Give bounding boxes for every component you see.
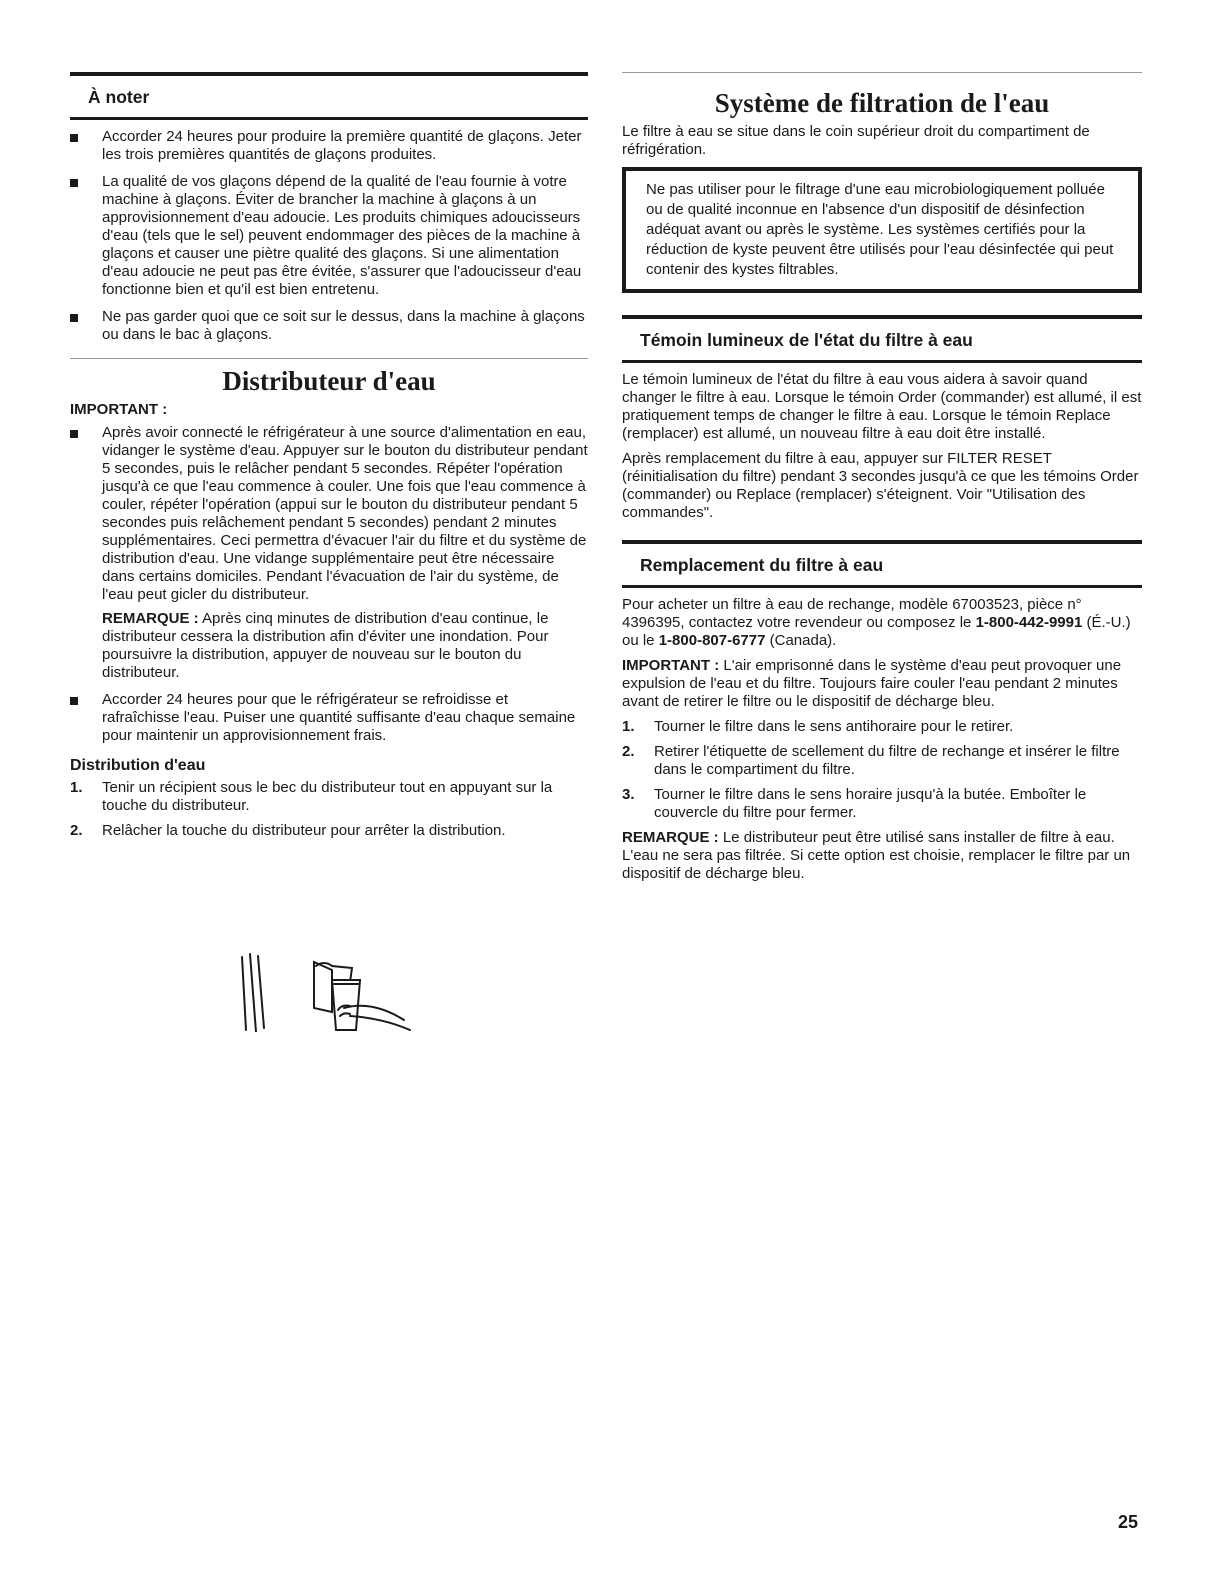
important-paragraph: IMPORTANT : L'air emprisonné dans le système d'eau peut provoquer une expulsion de l'eau et du filtre. Toujours faire couler l'eau pendant 2 minutes avant de retirer le filtre ou le dispositif de décharge bleu. — [622, 657, 1122, 710]
step-item: 1. Tourner le filtre dans le sens antihoraire pour le retirer. — [622, 718, 1014, 735]
note-heading: À noter — [70, 72, 588, 120]
warning-box: Ne pas utiliser pour le filtrage d'une eau microbiologiquement polluée ou de qualité inconnue en l'absence d'un dispositif de désinfection adéquat avant ou après le système. Les systèmes certifiés pour la réduction de kyste peuvent être utilisés pour l'eau désinfectée qui peut contenir des kystes filtrables. — [622, 167, 1142, 293]
step-item: 1. Tenir un récipient sous le bec du distributeur tout en appuyant sur la touche du distributeur. — [70, 779, 553, 814]
step-item: 2. Retirer l'étiquette de scellement du filtre de rechange et insérer le filtre dans le compartiment du filtre. — [622, 743, 1120, 778]
dispenser-list — [70, 424, 588, 745]
filter-intro: Le filtre à eau se situe dans le coin supérieur droit du compartiment de réfrigération. — [622, 123, 1090, 158]
bullet-square-icon — [70, 179, 78, 187]
left-column — [70, 72, 588, 847]
distribution-heading: Distribution d'eau — [70, 757, 206, 774]
phone-ca: 1-800-807-6777 — [658, 632, 766, 649]
remarque-paragraph: REMARQUE : Le distributeur peut être utilisé sans installer de filtre à eau. L'eau ne sera pas filtrée. Si cette option est choisie, remplacer le filtre par un dispositif de décharge bleu. — [622, 829, 1131, 882]
filter-title: Système de filtration de l'eau — [714, 88, 1050, 118]
list-item: Accorder 24 heures pour que le réfrigérateur se refroidisse et rafraîchisse l'eau. Puiser une quantité suffisante d'eau chaque semaine pour maintenir un approvisionnement frais. — [70, 691, 588, 745]
list-item: Ne pas garder quoi que ce soit sur le dessus, dans la machine à glaçons ou dans le bac à glaçons. — [70, 308, 588, 344]
right-column — [622, 72, 1142, 890]
replace-heading: Remplacement du filtre à eau — [622, 540, 1142, 588]
remarque-label: REMARQUE : — [102, 610, 199, 627]
important-label: IMPORTANT : — [622, 657, 720, 674]
page-number: 25 — [1118, 1512, 1139, 1532]
remarque-paragraph: REMARQUE : Après cinq minutes de distribution d'eau continue, le distributeur cessera la distribution afin d'éviter une inondation. Pour poursuivre la distribution, appuyer de nouveau sur le bouton du distributeur. — [102, 610, 549, 681]
top-rule — [622, 72, 1142, 73]
note-list — [70, 128, 588, 344]
bullet-square-icon — [70, 430, 78, 438]
indicator-paragraph: Le témoin lumineux de l'état du filtre à eau vous aidera à savoir quand changer le filtre à eau. Lorsque le témoin Order (commander) est allumé, il est pratiquement temps de changer le filtre à eau. Lorsque le témoin Replace (remplacer) est allumé, un nouveau filtre à eau doit être installé. — [622, 371, 1142, 442]
dispenser-title: Distributeur d'eau — [222, 366, 436, 396]
important-label: IMPORTANT : — [70, 401, 168, 418]
replace-paragraph: Pour acheter un filtre à eau de rechange, modèle 67003523, pièce n° 4396395, contactez votre revendeur ou composez le 1-800-442-9991 (É.-U.) ou le 1-800-807-6777 (Canada). — [622, 596, 1131, 649]
list-item: Après avoir connecté le réfrigérateur à une source d'alimentation en eau, vidanger le système d'eau. Appuyer sur le bouton du distributeur pendant 5 secondes, puis le relâcher pendant 5 secondes. Répéter l'opération jusqu'à ce que l'eau commence à couler. Une fois que l'eau commence à couler, répéter l'opération (appui sur le bouton du distributeur pendant 5 secondes puis relâchement pendant 5 secondes) pendant 2 minutes supplémentaires. Ceci permettra d'évacuer l'air du filtre et du système de distribution d'eau. Une vidange supplémentaire peut être nécessaire dans certains domiciles. Pendant l'évacuation de l'air du système, de l'eau peut gicler du distributeur. REMARQUE : Après cinq minutes de distribution d'eau continue, le distributeur cessera la distribution afin d'éviter une inondation. Pour poursuivre la distribution, appuyer de nouveau sur le bouton du distributeur. — [70, 424, 588, 682]
section-divider — [70, 358, 588, 359]
water-dispenser-glass-illustration — [232, 882, 432, 1032]
indicator-heading: Témoin lumineux de l'état du filtre à eau — [622, 315, 1142, 363]
phone-us: 1-800-442-9991 — [975, 614, 1083, 631]
bullet-square-icon — [70, 697, 78, 705]
replace-steps — [622, 718, 1142, 822]
list-item: La qualité de vos glaçons dépend de la qualité de l'eau fournie à votre machine à glaçons. Éviter de brancher la machine à glaçons à un approvisionnement d'eau adoucie. Les produits chimiques adoucisseurs d'eau (tels que le sel) peuvent endommager des pièces de la machine à glaçons et causer une piètre qualité des glaçons. Si une alimentation d'eau adoucie ne peut pas être évitée, s'assurer que l'adoucisseur d'eau fonctionne bien et qu'il est bien entretenu. — [70, 173, 588, 299]
step-item: 2. Relâcher la touche du distributeur pour arrêter la distribution. — [70, 822, 506, 839]
step-item: 3. Tourner le filtre dans le sens horaire jusqu'à la butée. Emboîter le couvercle du filtre pour fermer. — [622, 786, 1087, 821]
distribution-steps — [70, 779, 588, 840]
list-item: Accorder 24 heures pour produire la première quantité de glaçons. Jeter les trois premières quantités de glaçons produites. — [70, 128, 588, 164]
bullet-square-icon — [70, 314, 78, 322]
bullet-square-icon — [70, 134, 78, 142]
indicator-paragraph: Après remplacement du filtre à eau, appuyer sur FILTER RESET (réinitialisation du filtre) pendant 3 secondes jusqu'à ce que les témoins Order (commander) ou Replace (remplacer) s'éteignent. Voir "Utilisation des commandes". — [622, 450, 1139, 521]
remarque-label: REMARQUE : — [622, 829, 719, 846]
